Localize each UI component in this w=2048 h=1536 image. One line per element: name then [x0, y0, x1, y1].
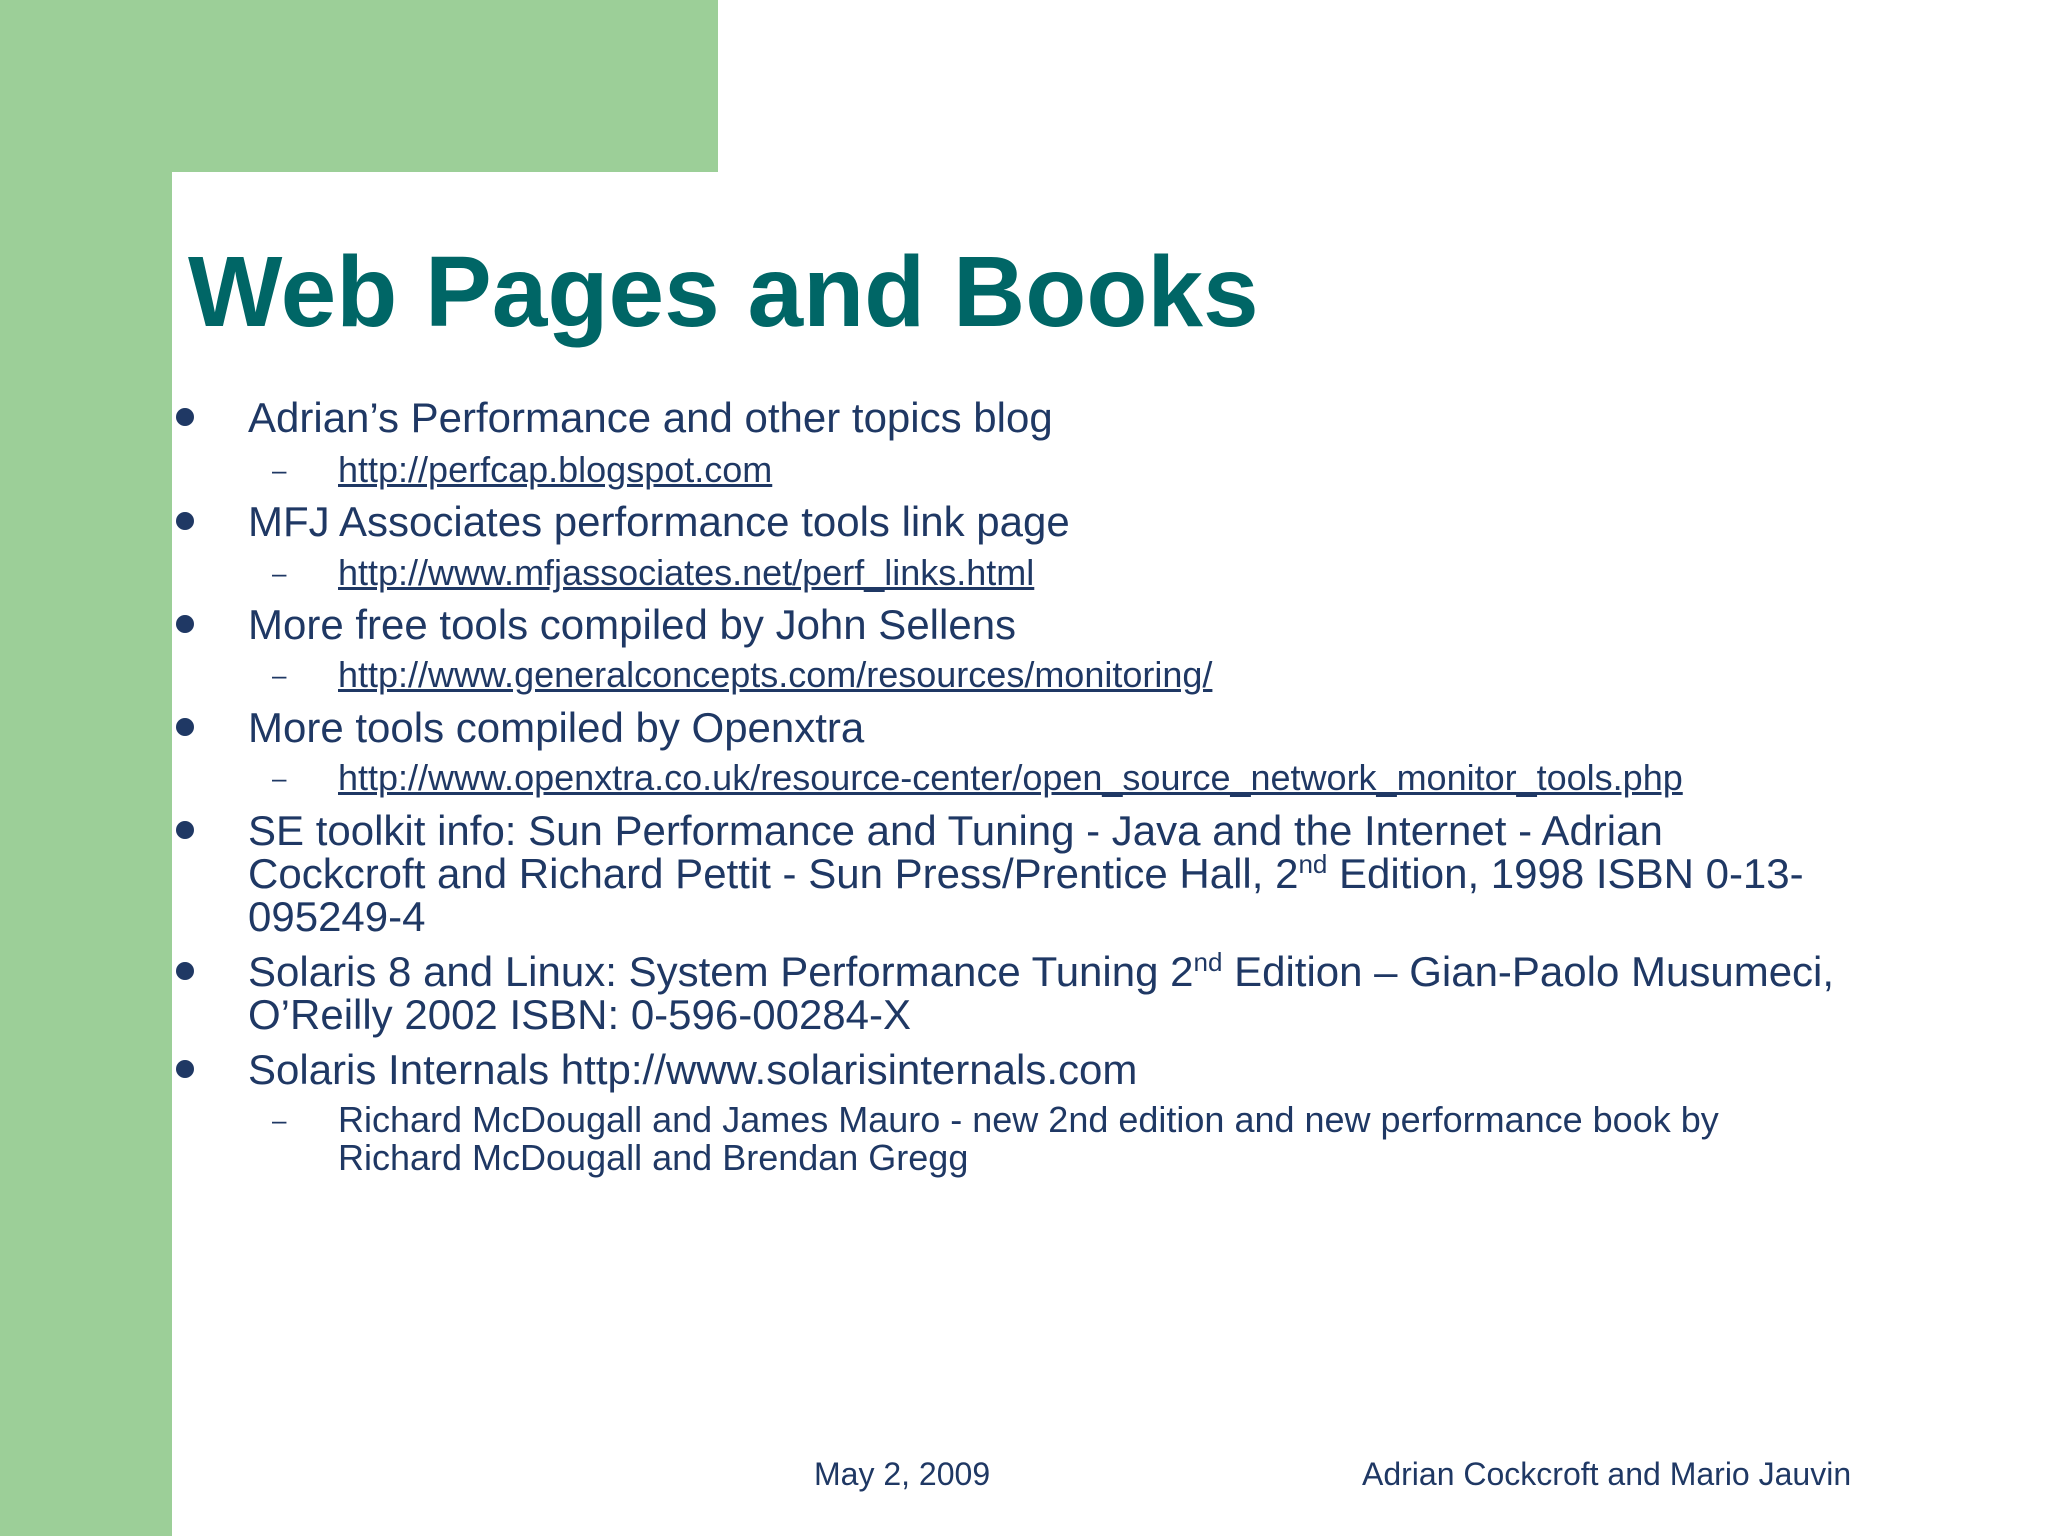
item-line: Cockcroft and Richard Pettit - Sun Press/Prentice Hall, 2nd Edition, 1998 ISBN 0-13-	[248, 849, 1804, 897]
dash-icon: –	[272, 763, 287, 793]
list-item	[248, 706, 864, 749]
superscript: nd	[1298, 849, 1328, 879]
sub-list-item	[272, 757, 1683, 798]
list-item	[248, 809, 1804, 938]
link-generalconcepts[interactable]: http://www.generalconcepts.com/resources/monitoring/	[338, 654, 1213, 695]
item-text: Adrian’s Performance and other topics blog	[248, 394, 1053, 441]
list-item	[248, 1048, 1137, 1091]
item-line: Richard McDougall and Brendan Gregg	[338, 1137, 969, 1178]
link-openxtra[interactable]: http://www.openxtra.co.uk/resource-center/open_source_network_monitor_tools.php	[338, 757, 1683, 798]
item-text: More tools compiled by Openxtra	[248, 704, 865, 751]
item-text: Solaris Internals http://www.solarisinternals.com	[248, 1046, 1138, 1093]
green-left-bar	[0, 0, 172, 1536]
bullet-icon	[176, 615, 194, 633]
bullet-icon	[176, 408, 194, 426]
sub-list-item	[272, 1099, 1719, 1178]
dash-icon: –	[272, 660, 287, 690]
sub-list-item	[272, 654, 1213, 695]
list-item	[248, 396, 1053, 439]
link-perfcap[interactable]: http://perfcap.blogspot.com	[338, 449, 773, 490]
list-item	[248, 500, 1070, 543]
dash-icon: –	[272, 455, 287, 485]
slide-title: Web Pages and Books	[188, 236, 1259, 348]
link-mfjassociates[interactable]: http://www.mfjassociates.net/perf_links.html	[338, 552, 1035, 593]
list-item	[248, 947, 1835, 1038]
item-line: Richard McDougall and James Mauro - new 2nd edition and new performance book by	[338, 1099, 1719, 1140]
item-text: More free tools compiled by John Sellens	[248, 601, 1017, 648]
green-top-bar	[0, 0, 718, 172]
bullet-icon	[176, 962, 194, 980]
item-line: Solaris 8 and Linux: System Performance Tuning 2nd Edition – Gian-Paolo Musumeci,	[248, 947, 1835, 995]
item-line: SE toolkit info: Sun Performance and Tuning - Java and the Internet - Adrian	[248, 807, 1663, 854]
item-text: MFJ Associates performance tools link page	[248, 498, 1070, 545]
bullet-icon	[176, 1060, 194, 1078]
dash-icon: –	[272, 558, 287, 588]
item-line: 095249-4	[248, 893, 426, 940]
item-line: O’Reilly 2002 ISBN: 0-596-00284-X	[248, 991, 912, 1038]
sub-list-item	[272, 449, 773, 490]
bullet-icon	[176, 821, 194, 839]
footer-date: May 2, 2009	[814, 1456, 991, 1492]
list-item	[248, 603, 1016, 646]
sub-list-item	[272, 552, 1035, 593]
bullet-icon	[176, 512, 194, 530]
footer-authors: Adrian Cockcroft and Mario Jauvin	[1362, 1456, 1852, 1492]
dash-icon: –	[272, 1105, 287, 1135]
bullet-icon	[176, 718, 194, 736]
superscript: nd	[1193, 947, 1223, 977]
